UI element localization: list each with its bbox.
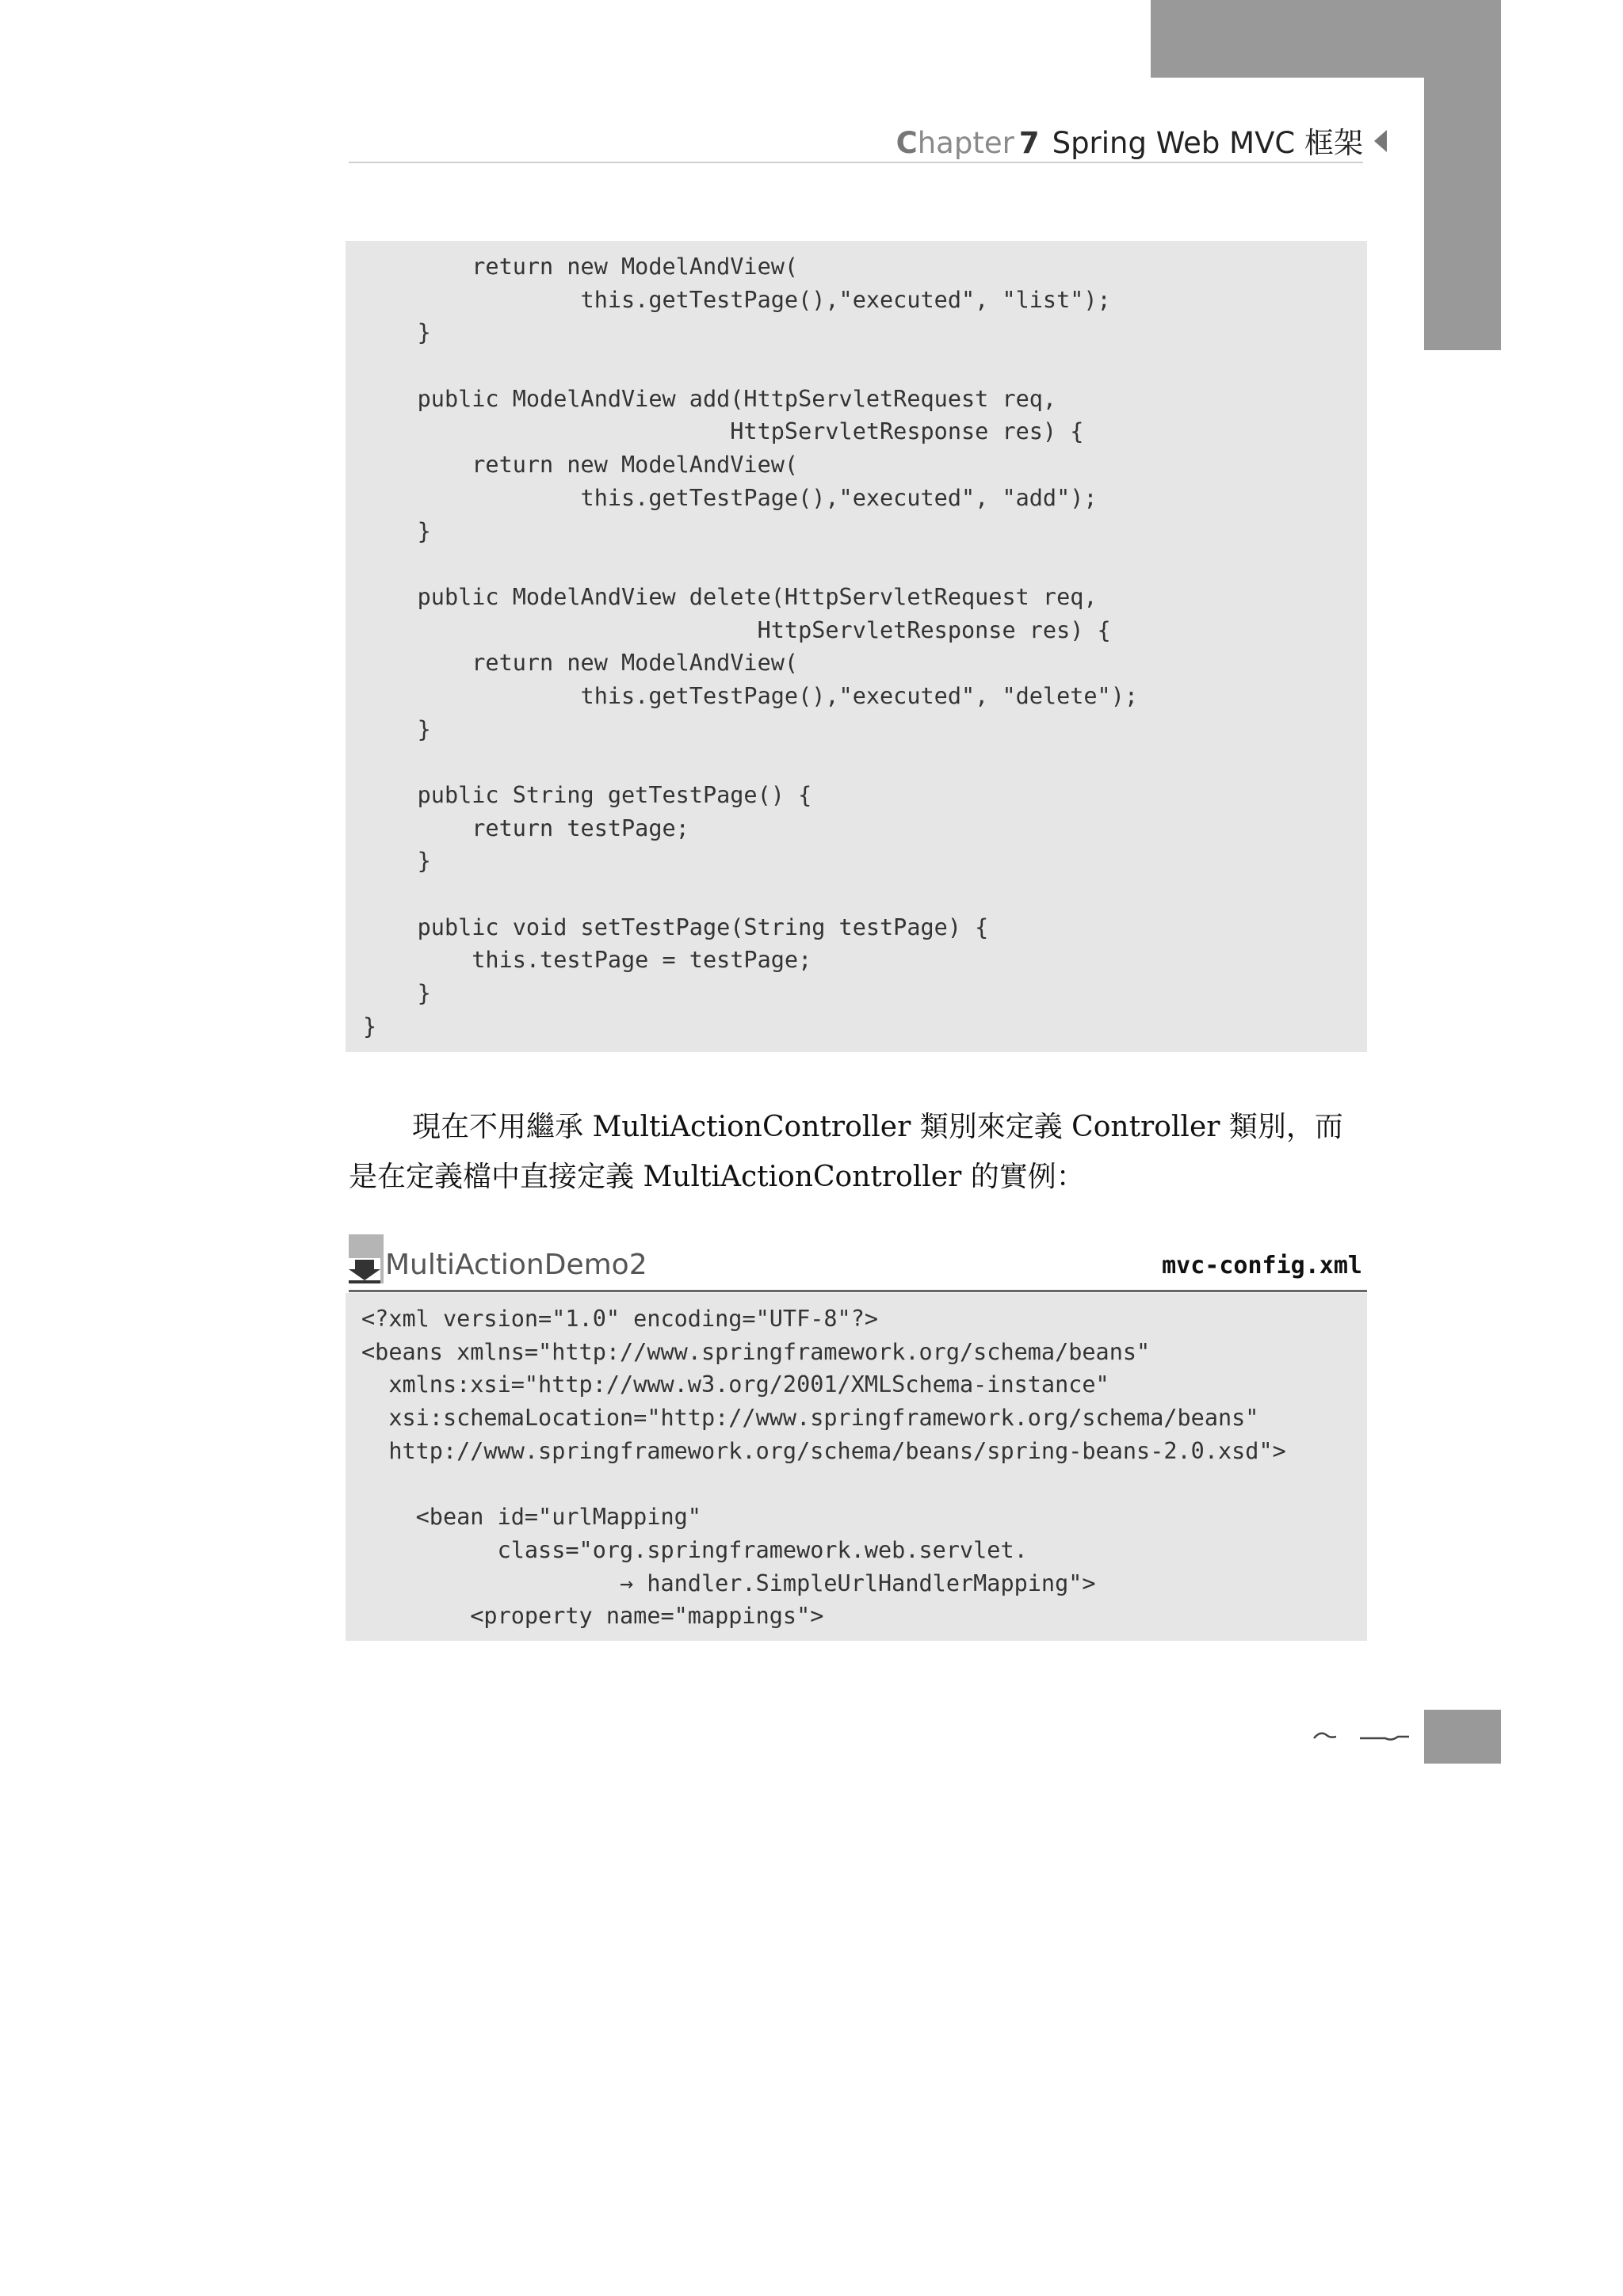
code-line: → handler.SimpleUrlHandlerMapping">: [361, 1569, 1096, 1596]
code-lines: [361, 1302, 1286, 1633]
code-line: }: [363, 517, 431, 544]
download-icon: [349, 1234, 384, 1283]
body-paragraph-line-2: 是在定義檔中直接定義 MultiActionController 的實例：: [349, 1161, 1085, 1193]
code-line: return testPage;: [363, 814, 689, 841]
running-header: [349, 119, 1363, 163]
code-line: return new ModelAndView(: [363, 254, 799, 280]
code-line: }: [363, 1013, 377, 1039]
code-line: <beans xmlns="http://www.springframework.org/schema/beans": [361, 1338, 1151, 1365]
code-line: [363, 349, 1138, 383]
body-paragraph-line-1: 現在不用繼承 MultiActionController 類別來定義 Controller 類別，而: [412, 1111, 1343, 1143]
code-line: <?xml version="1.0" encoding="UTF-8"?>: [361, 1306, 879, 1332]
code-line: }: [363, 980, 431, 1007]
code-line: <bean id="urlMapping": [361, 1504, 701, 1531]
listing-header: [349, 1233, 1367, 1292]
code-line: }: [363, 715, 431, 742]
code-line: HttpServletResponse res) {: [363, 616, 1111, 643]
code-line: public ModelAndView add(HttpServletRequest req,: [363, 385, 1057, 412]
code-line: this.testPage = testPage;: [363, 947, 812, 974]
code-line: xmlns:xsi="http://www.w3.org/2001/XMLSchema-instance": [361, 1371, 1109, 1398]
code-block-xml: [346, 1293, 1367, 1641]
code-line: this.getTestPage(),"executed", "delete");: [363, 682, 1139, 709]
chapter-name: Spring Web MVC 框架: [1052, 126, 1363, 160]
code-line: [363, 878, 1138, 911]
code-line: return new ModelAndView(: [363, 650, 799, 677]
page-tab-top: [1151, 0, 1501, 78]
code-line: }: [363, 319, 431, 346]
code-line: public String getTestPage() {: [363, 782, 812, 808]
code-line: }: [363, 848, 431, 875]
code-line: public ModelAndView delete(HttpServletRequest req,: [363, 583, 1098, 610]
chapter-title: [896, 119, 1363, 162]
page-number-mark: [1309, 1724, 1412, 1748]
chapter-number: 7: [1018, 126, 1040, 160]
code-line: [361, 1467, 1286, 1501]
code-line: http://www.springframework.org/schema/beans/spring-beans-2.0.xsd">: [361, 1437, 1286, 1464]
code-line: [363, 547, 1138, 581]
project-name: MultiActionDemo2: [385, 1249, 647, 1281]
code-line: HttpServletResponse res) {: [363, 418, 1084, 445]
code-block-java: [346, 241, 1367, 1052]
chapter-initial: C: [896, 126, 918, 160]
code-line: return new ModelAndView(: [363, 452, 799, 479]
code-line: [363, 746, 1138, 779]
page-tab-side: [1424, 78, 1501, 350]
code-line: class="org.springframework.web.servlet.: [361, 1536, 1028, 1563]
code-line: this.getTestPage(),"executed", "list");: [363, 286, 1111, 313]
chapter-word: hapter: [917, 126, 1014, 160]
code-line: this.getTestPage(),"executed", "add");: [363, 484, 1098, 511]
page-tab-bottom: [1424, 1710, 1501, 1764]
code-lines: [363, 250, 1138, 1043]
code-line: public void setTestPage(String testPage) {: [363, 913, 989, 940]
header-arrow-icon: [1374, 130, 1387, 152]
code-line: xsi:schemaLocation="http://www.springframework.org/schema/beans": [361, 1405, 1259, 1432]
file-name: mvc-config.xml: [1162, 1252, 1362, 1280]
code-line: <property name="mappings">: [361, 1603, 824, 1630]
